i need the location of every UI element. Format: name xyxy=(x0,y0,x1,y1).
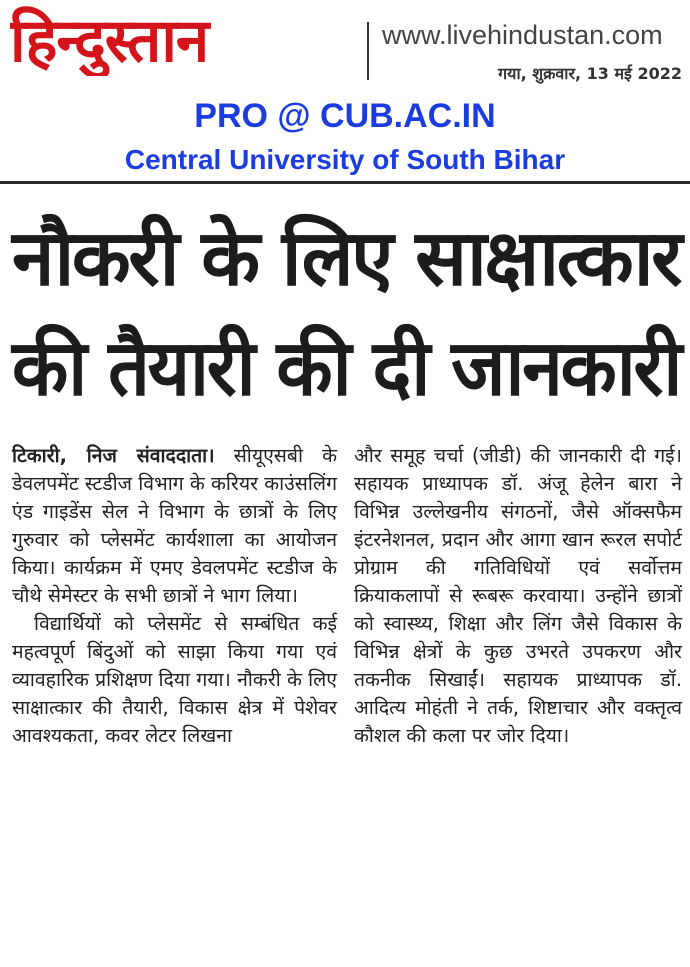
article-paragraph xyxy=(12,442,337,610)
article-paragraph: विद्यार्थियों को प्लेसमेंट से सम्बंधित कई महत्वपूर्ण बिंदुओं को साझा किया गया एवं व्यावहारिक प्रशिक्षण दिया गया। नौकरी के लिए साक्षात्कार की तैयारी, विकास क्षेत्र में पेशेवर आवश्यकता, कवर लेटर लिखना xyxy=(12,612,337,747)
university-name-stamp: Central University of South Bihar xyxy=(124,144,566,175)
article-paragraph: और समूह चर्चा (जीडी) की जानकारी दी गई। सहायक प्राध्यापक डॉ. अंजू हेलेन बारा ने विभिन्न उल्लेखनीय संगठनों, जैसे ऑक्सफैम इंटरनेशनल, प्रदान और आगा खान रूरल सपोर्ट प्रोग्राम की गतिविधियों एवं सर्वोत्तम क्रियाकलापों से रूबरू करवाया। उन्होंने छात्रों को स्वास्थ्य, शिक्षा और लिंग जैसे विकास के विभिन्न क्षेत्रों के कुछ उभरते उपकरण और तकनीक सिखाईं। सहायक प्राध्यापक डॉ. आदित्य मोहंती ने तर्क, शिष्टाचार और वक्तृत्व कौशल की कला पर जोर दिया। xyxy=(354,444,682,747)
article-column-right xyxy=(354,442,682,750)
headline-line-2: की तैयारी की दी जानकारी xyxy=(12,321,680,413)
paragraph-text: सीयूएसबी के डेवलपमेंट स्टडीज विभाग के करियर काउंसलिंग एंड गाइडेंस सेल ने विभाग के छात्रों के लिए गुरुवार को प्लेसमेंट कार्यशाला का आयोजन किया। कार्यक्रम में एमए डेवलपमेंट स्टडीज के चौथे सेमेस्टर के सभी छात्रों ने भाग लिया। xyxy=(12,444,337,607)
website-url: www.livehindustan.com xyxy=(382,20,663,50)
masthead-divider xyxy=(367,22,369,80)
pro-email-stamp: PRO @ CUB.AC.IN xyxy=(194,97,496,135)
article-column-left xyxy=(12,442,337,750)
header-rule xyxy=(0,181,690,184)
dateline: टिकारी, निज संवाददाता। xyxy=(12,444,215,467)
newspaper-logo: हिन्दुस्तान xyxy=(10,6,209,76)
edition-date: गया, शुक्रवार, 13 मई 2022 xyxy=(498,64,682,83)
headline-line-1: नौकरी के लिए साक्षात्कार xyxy=(12,211,680,303)
